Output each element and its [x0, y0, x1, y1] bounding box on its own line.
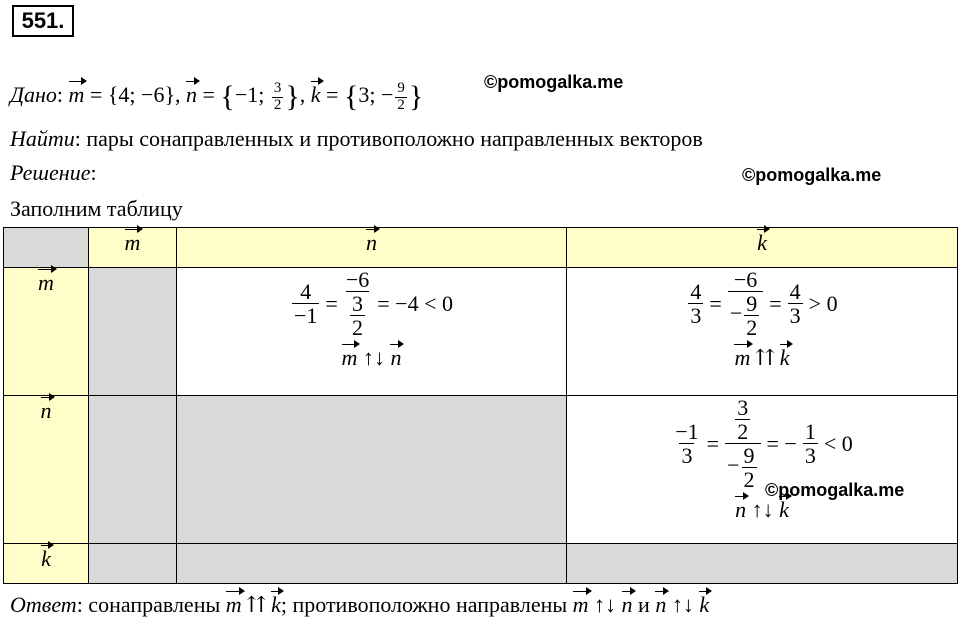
solution-label: Решение	[10, 160, 91, 185]
empty-cell	[89, 268, 177, 396]
vector-m-coords: {4; −6}	[107, 82, 175, 108]
n-x: −1	[234, 82, 259, 108]
watermark: ©pomogalka.me	[484, 72, 624, 92]
find-text: : пары сонаправленных и противоположно направленных векторов	[74, 126, 703, 151]
vector-k: k	[310, 82, 321, 108]
vector-m: m	[68, 82, 85, 108]
watermark: ©pomogalka.me	[765, 480, 905, 500]
n-y-fraction: $\frac{3}{2}$	[273, 79, 282, 113]
cell-m-n: $\frac{4}{-1}$ = $\frac{-6}{\frac{3}{2}}$ = −4 < 0 m ↑↓ n	[177, 268, 567, 396]
watermark: ©pomogalka.me	[742, 165, 882, 185]
fill-table-text: Заполним таблицу	[10, 196, 183, 221]
row-header-n: n	[4, 396, 89, 544]
cell-n-k: $\frac{-1}{3}$ = $\frac{3}{2}$ − $\frac{9}{2}$ = − $\frac{1}{3}$ < 0 n ↑↓ k ©pomogalka.me	[567, 396, 958, 544]
vector-table	[3, 227, 958, 584]
given-line: Дано: m = {4; −6}, n = {−1; $\frac{3}{2}$ }, k = {3; − $\frac{9}{2}$ }	[10, 79, 424, 113]
empty-cell	[567, 544, 958, 584]
vector-n: n	[186, 82, 197, 108]
k-y-fraction: $\frac{9}{2}$	[397, 79, 405, 113]
empty-cell	[89, 544, 177, 584]
k-x: 3	[358, 82, 370, 108]
header-k: k	[567, 228, 958, 268]
given-label: Дано	[10, 82, 57, 108]
header-n: n	[177, 228, 567, 268]
answer-label: Ответ	[10, 592, 77, 617]
corner-cell	[4, 228, 89, 268]
find-label: Найти	[10, 126, 75, 151]
row-header-m: m	[4, 268, 89, 396]
problem-number: 551.	[12, 5, 74, 37]
answer-line: Ответ: сонаправлены m ⇈ k; противоположно направлены m ↑↓ n и n ↑↓ k	[10, 592, 710, 617]
cell-m-k: $\frac{4}{3}$ = −6 − $\frac{9}{2}$ = $\frac{4}{3}$ > 0 m ⇈ k	[567, 268, 958, 396]
header-m: m	[89, 228, 177, 268]
row-header-k: k	[4, 544, 89, 584]
empty-cell	[177, 544, 567, 584]
find-line	[10, 126, 703, 152]
empty-cell	[177, 396, 567, 544]
empty-cell	[89, 396, 177, 544]
solution-line: Решение:	[10, 160, 97, 185]
